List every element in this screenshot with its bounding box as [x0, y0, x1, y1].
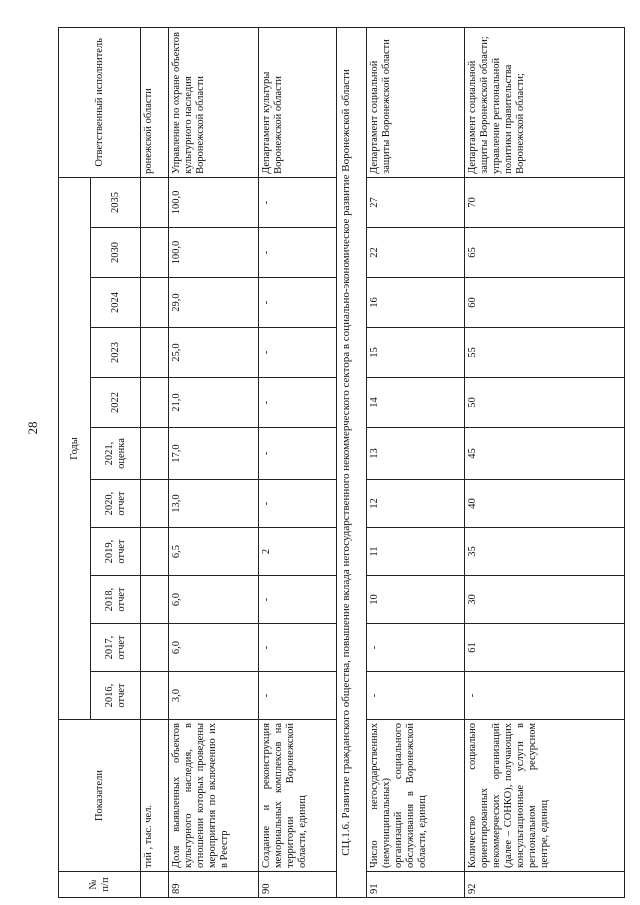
- year-value: -: [465, 672, 625, 720]
- year-value: 2: [259, 528, 337, 576]
- year-value: 17,0: [169, 428, 259, 480]
- header-year: 2024: [91, 278, 141, 328]
- year-value: 35: [465, 528, 625, 576]
- year-value: 14: [367, 378, 465, 428]
- year-value: [141, 278, 169, 328]
- year-value: 61: [465, 624, 625, 672]
- header-year: 2018, отчет: [91, 576, 141, 624]
- year-value: [141, 528, 169, 576]
- year-value: [141, 328, 169, 378]
- year-value: -: [259, 278, 337, 328]
- header-year: 2020, отчет: [91, 480, 141, 528]
- year-value: -: [259, 177, 337, 227]
- indicator-name: Создание и реконструкция мемориальных комплексов на территории Воронежской области, единиц: [259, 720, 337, 872]
- indicator-name: Доля выявленных объектов культурного наследия, в отношении которых проведены мероприятия по включению их в Реестр: [169, 720, 259, 872]
- row-number: 89: [169, 872, 259, 898]
- indicators-table: [58, 27, 625, 898]
- year-value: 13,0: [169, 480, 259, 528]
- row-number: 90: [259, 872, 337, 898]
- year-value: 10: [367, 576, 465, 624]
- responsible-executor: Департамент социальной защиты Воронежской области: [367, 27, 465, 177]
- header-year: 2030: [91, 228, 141, 278]
- year-value: [141, 480, 169, 528]
- header-year: 2019, отчет: [91, 528, 141, 576]
- table-row: [259, 27, 337, 897]
- year-value: 11: [367, 528, 465, 576]
- responsible-executor: Управление по охране объектов культурного наследия Воронежской области: [169, 27, 259, 177]
- year-value: 27: [367, 177, 465, 227]
- year-value: [141, 672, 169, 720]
- year-value: 30: [465, 576, 625, 624]
- year-value: 70: [465, 177, 625, 227]
- year-value: 6,0: [169, 624, 259, 672]
- year-value: -: [259, 378, 337, 428]
- year-value: 21,0: [169, 378, 259, 428]
- header-year: 2035: [91, 177, 141, 227]
- year-value: [141, 624, 169, 672]
- year-value: -: [259, 228, 337, 278]
- year-value: 16: [367, 278, 465, 328]
- responsible-executor: Департамент социальной защиты Воронежской области; управление региональной политики правительства Воронежской области;: [465, 27, 625, 177]
- year-value: 50: [465, 378, 625, 428]
- year-value: 12: [367, 480, 465, 528]
- rotated-table-container: [58, 28, 618, 898]
- indicator-name: Число негосударственных (немуниципальных) организаций социального обслуживания в Воронежской области, единиц: [367, 720, 465, 872]
- table-row: [169, 27, 259, 897]
- year-value: 60: [465, 278, 625, 328]
- year-value: 100,0: [169, 177, 259, 227]
- year-value: [141, 576, 169, 624]
- responsible-executor: Департамент культуры Воронежской области: [259, 27, 337, 177]
- year-value: [141, 228, 169, 278]
- year-value: -: [259, 328, 337, 378]
- year-value: -: [367, 672, 465, 720]
- header-no: № п/п: [59, 872, 141, 898]
- year-value: -: [259, 480, 337, 528]
- header-responsible: Ответственный исполнитель: [59, 27, 141, 177]
- row-number: 91: [367, 872, 465, 898]
- year-value: 65: [465, 228, 625, 278]
- table-row: [465, 27, 625, 897]
- year-value: 15: [367, 328, 465, 378]
- header-year: 2022: [91, 378, 141, 428]
- section-row: [337, 27, 367, 897]
- header-years: Годы: [59, 177, 91, 719]
- year-value: 40: [465, 480, 625, 528]
- year-value: -: [367, 624, 465, 672]
- header-year: 2021, оценка: [91, 428, 141, 480]
- responsible-executor: ронежской области: [141, 27, 169, 177]
- page-number: 28: [25, 421, 40, 435]
- row-number: [141, 872, 169, 898]
- year-value: -: [259, 624, 337, 672]
- year-value: [141, 378, 169, 428]
- year-value: [141, 428, 169, 480]
- year-value: -: [259, 428, 337, 480]
- year-value: 45: [465, 428, 625, 480]
- year-value: 13: [367, 428, 465, 480]
- year-value: 3,0: [169, 672, 259, 720]
- year-value: [141, 177, 169, 227]
- year-value: -: [259, 672, 337, 720]
- year-value: 29,0: [169, 278, 259, 328]
- year-value: 6,5: [169, 528, 259, 576]
- row-number: 92: [465, 872, 625, 898]
- year-value: 100,0: [169, 228, 259, 278]
- indicator-name: тий , тыс. чел.: [141, 720, 169, 872]
- year-value: 6,0: [169, 576, 259, 624]
- table-row: [141, 27, 169, 897]
- year-value: 25,0: [169, 328, 259, 378]
- indicator-name: Количество социально ориентированных некоммерческих организаций (далее – СОНКО), получающих консультационные услуги в региональном ресурсном центре, единиц: [465, 720, 625, 872]
- header-year: 2016, отчет: [91, 672, 141, 720]
- table-row: [367, 27, 465, 897]
- section-title: СЦ.1.6. Развитие гражданского общества, повышение вклада негосударственного некоммерческого сектора в социально-экономическое развитие Воронежской области: [337, 27, 367, 897]
- year-value: 22: [367, 228, 465, 278]
- year-value: 55: [465, 328, 625, 378]
- header-indicators: Показатели: [59, 720, 141, 872]
- year-value: -: [259, 576, 337, 624]
- header-year: 2023: [91, 328, 141, 378]
- header-year: 2017, отчет: [91, 624, 141, 672]
